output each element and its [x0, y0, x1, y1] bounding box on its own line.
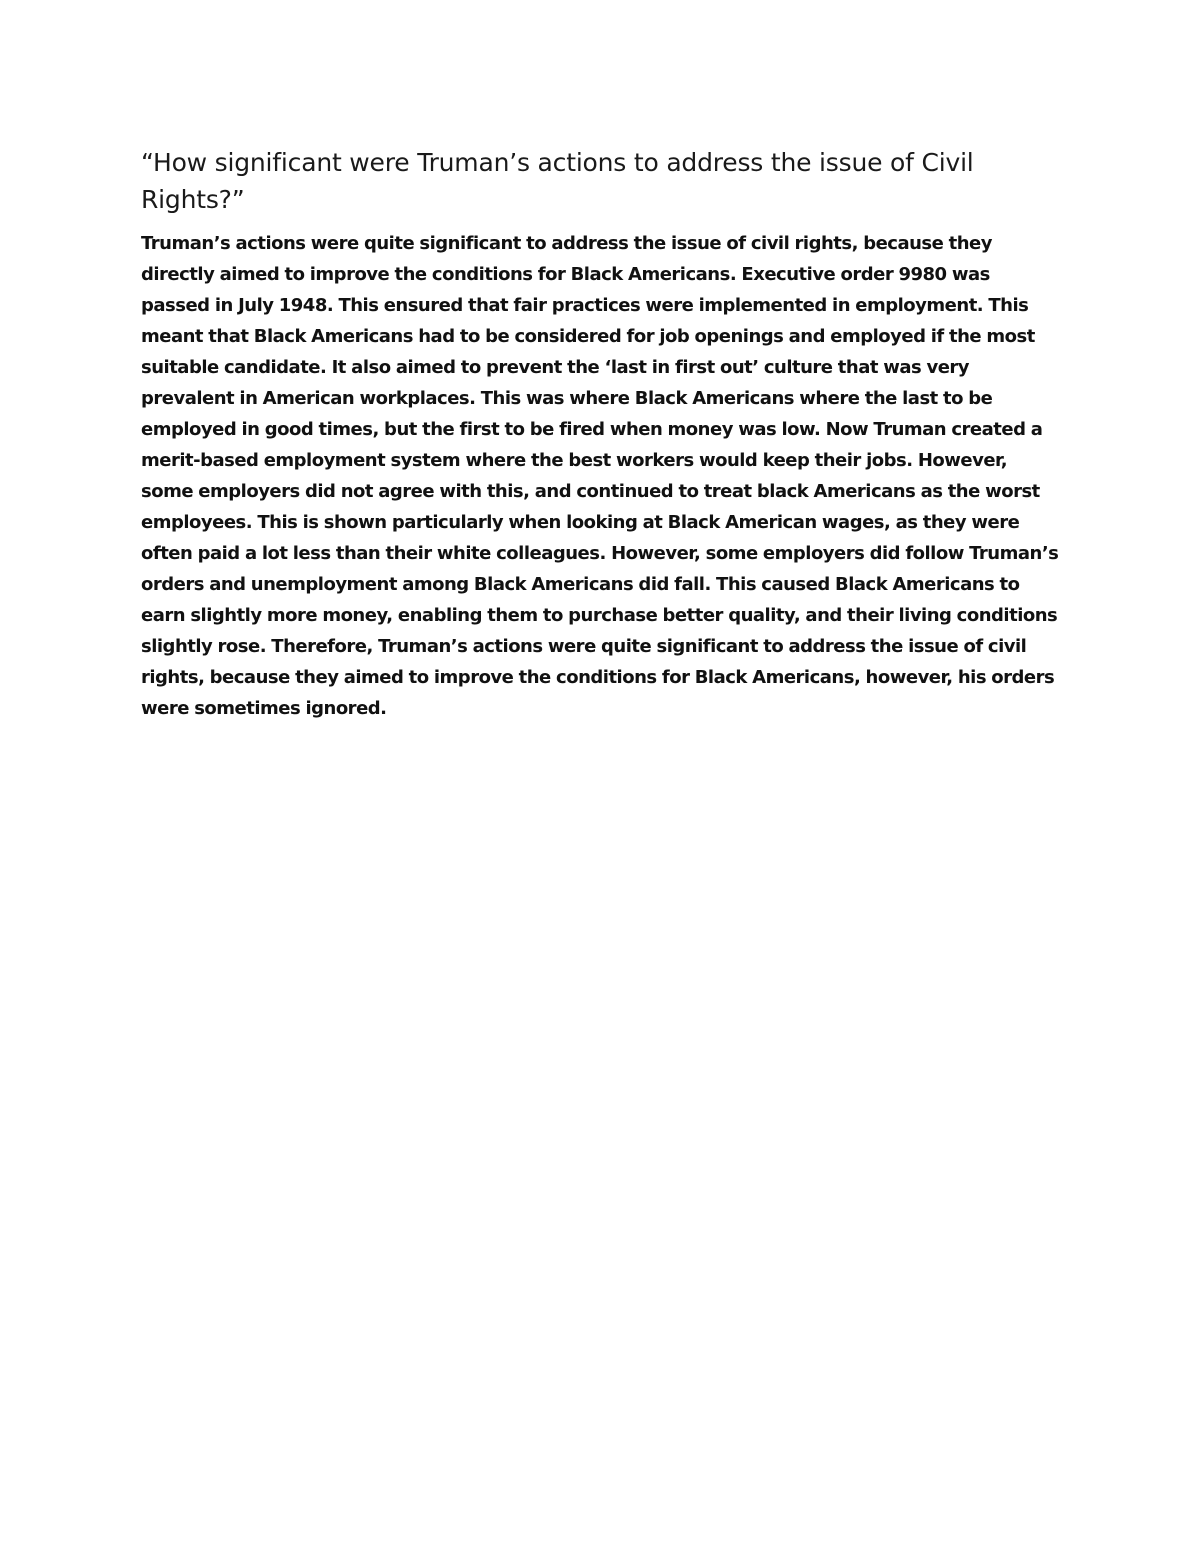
- essay-question-heading: “How significant were Truman’s actions to address the issue of Civil Rights?”: [141, 148, 974, 214]
- essay-answer-paragraph: Truman’s actions were quite significant to address the issue of civil rights, because they directly aimed to improve the conditions for Black Americans. Executive order 9980 was passed in July 1948. This ensured that fair practices were implemented in employment. This meant that Black Americans had to be considered for job openings and employed if the most suitable candidate. It also aimed to prevent the ‘last in first out’ culture that was very prevalent in American workplaces. This was where Black Americans where the last to be employed in good times, but the first to be fired when money was low. Now Truman created a merit-based employment system where the best workers would keep their jobs. However, some employers did not agree with this, and continued to treat black Americans as the worst employees. This is shown particularly when looking at Black American wages, as they were often paid a lot less than their white colleagues. However, some employers did follow Truman’s orders and unemployment among Black Americans did fall. This caused Black Americans to earn slightly more money, enabling them to purchase better quality, and their living conditions slightly rose. Therefore, Truman’s actions were quite significant to address the issue of civil rights, because they aimed to improve the conditions for Black Americans, however, his orders were sometimes ignored.: [141, 233, 1059, 719]
- document-content: [141, 144, 1061, 724]
